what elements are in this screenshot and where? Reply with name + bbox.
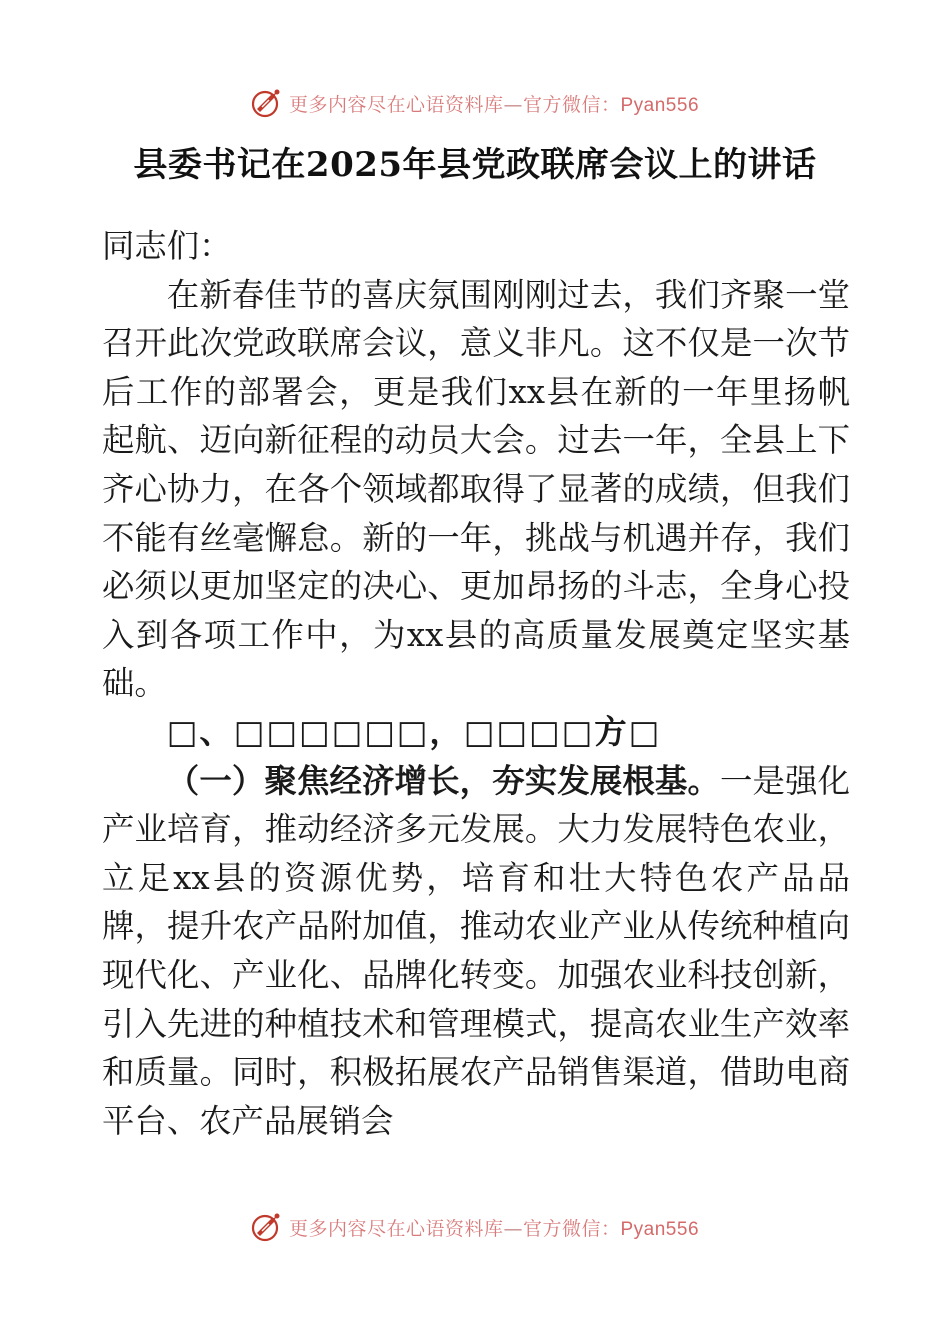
header-banner-text: [289, 90, 699, 117]
intro-paragraph: 在新春佳节的喜庆氛围刚刚过去，我们齐聚一堂召开此次党政联席会议，意义非凡。这不仅是一次节后工作的部署会，更是我们xx县在新的一年里扬帆起航、迈向新征程的动员大会。过去一年，全县上下齐心协力，在各个领域都取得了显著的成绩，但我们不能有丝毫懈怠。新的一年，挑战与机遇并存，我们必须以更加坚定的决心、更加昂扬的斗志，全身心投入到各项工作中，为xx县的高质量发展奠定坚实基础。: [102, 275, 850, 703]
salutation: 同志们：: [102, 227, 232, 265]
header-banner-cn: 更多内容尽在心语资料库: [288, 93, 504, 116]
header-banner-id: Pyan556: [620, 94, 700, 116]
footer-banner-label: 官方微信：: [522, 1217, 621, 1240]
footer-banner-cn: 更多内容尽在心语资料库: [288, 1217, 504, 1240]
header-banner-sep: —: [503, 93, 523, 116]
subsection-body: 一是强化产业培育，推动经济多元发展。大力发展特色农业，立足xx县的资源优势，培育和壮大特色农产品品牌，提升农产品附加值，推动农业产业从传统种植向现代化、产业化、品牌化转变。加强农业科技创新，引入先进的种植技术和管理模式，提高农业生产效率和质量。同时，积极拓展农产品销售渠道，借助电商平台、农产品展销会: [102, 761, 851, 1140]
header-banner-label: 官方微信：: [522, 93, 621, 116]
footer-banner-sep: —: [503, 1217, 523, 1240]
footer-banner-text: [289, 1214, 699, 1241]
footer-banner-id: Pyan556: [620, 1218, 700, 1240]
pen-logo-icon: [251, 87, 283, 119]
header-banner: [0, 86, 950, 120]
document-title: 县委书记在2025年县党政联席会议上的讲话: [133, 145, 817, 185]
pen-logo-icon: [251, 1211, 283, 1243]
footer-banner: [0, 1210, 950, 1244]
subsection-lead: （一）聚焦经济增长，夯实发展根基。: [166, 761, 720, 800]
document-body: [102, 222, 850, 1145]
section-heading: □、□□□□□□，□□□□方□: [166, 712, 662, 751]
subsection-paragraph: [102, 757, 850, 1146]
